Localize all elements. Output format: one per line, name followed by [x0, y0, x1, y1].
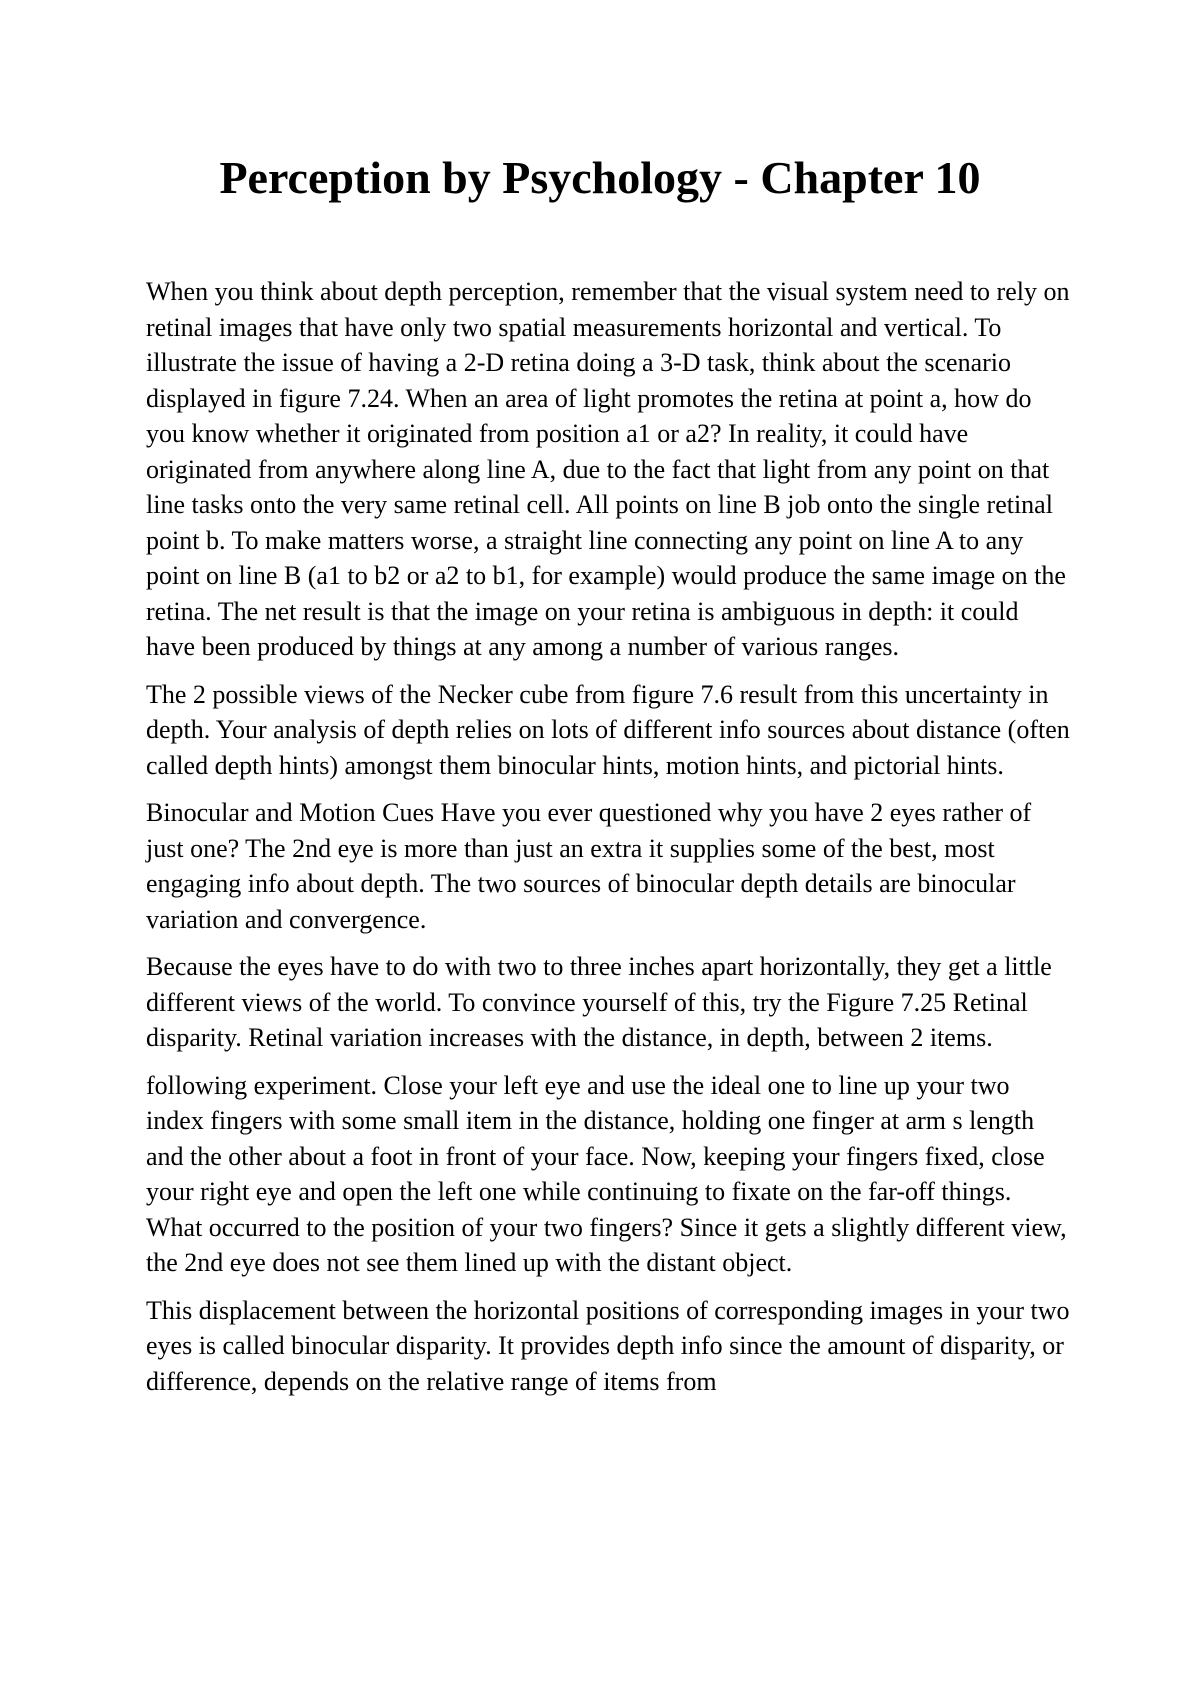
document-body: [146, 274, 1071, 1411]
paragraph-1: When you think about depth perception, remember that the visual system need to rely on retinal images that have only two spatial measurements horizontal and vertical. To illustrate the issue of having a 2-D retina doing a 3-D task, think about the scenario displayed in figure 7.24. When an area of light promotes the retina at point a, how do you know whether it originated from position a1 or a2? In reality, it could have originated from anywhere along line A, due to the fact that light from any point on that line tasks onto the very same retinal cell. All points on line B job onto the single retinal point b. To make matters worse, a straight line connecting any point on line A to any point on line B (a1 to b2 or a2 to b1, for example) would produce the same image on the retina. The net result is that the image on your retina is ambiguous in depth: it could have been produced by things at any among a number of various ranges.: [146, 277, 1070, 661]
paragraph-5: following experiment. Close your left eye and use the ideal one to line up your two index fingers with some small item in the distance, holding one finger at arm s length and the other about a foot in front of your face. Now, keeping your fingers fixed, close your right eye and open the left one while continuing to fixate on the far-off things. What occurred to the position of your two fingers? Since it gets a slightly different view, the 2nd eye does not see them lined up with the distant object.: [146, 1070, 1067, 1277]
document-title: Perception by Psychology - Chapter 10: [219, 152, 981, 203]
paragraph-3: Binocular and Motion Cues Have you ever questioned why you have 2 eyes rather of just one? The 2nd eye is more than just an extra it supplies some of the best, most engaging info about depth. The two sources of binocular depth details are binocular variation and convergence.: [146, 798, 1032, 934]
paragraph-2: The 2 possible views of the Necker cube from figure 7.6 result from this uncertainty in depth. Your analysis of depth relies on lots of different info sources about distance (often called depth hints) amongst them binocular hints, motion hints, and pictorial hints.: [146, 679, 1070, 780]
paragraph-6: This displacement between the horizontal positions of corresponding images in your two eyes is called binocular disparity. It provides depth info since the amount of disparity, or difference, depends on the relative range of items from: [146, 1295, 1070, 1396]
paragraph-4: Because the eyes have to do with two to three inches apart horizontally, they get a little different views of the world. To convince yourself of this, try the Figure 7.25 Retinal disparity. Retinal variation increases with the distance, in depth, between 2 items.: [146, 952, 1052, 1052]
